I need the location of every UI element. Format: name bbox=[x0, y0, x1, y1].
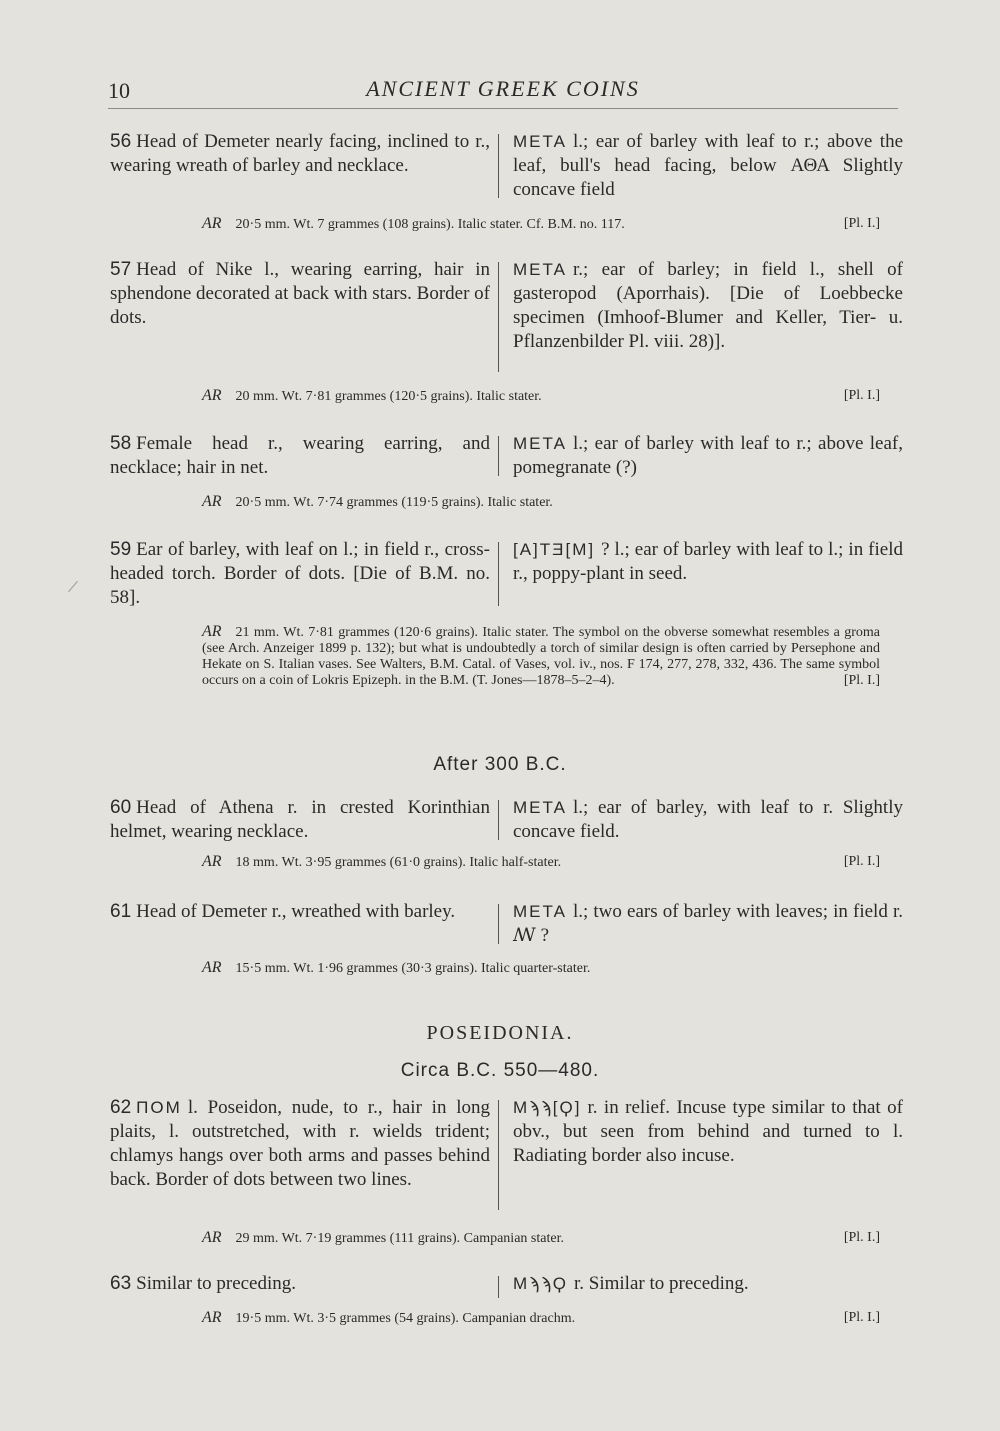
reverse-legend: META bbox=[513, 132, 567, 151]
entry-number: 57 bbox=[110, 259, 132, 280]
pencil-mark bbox=[68, 581, 78, 592]
obverse-description: 61 Head of Demeter r., wreathed with barley. bbox=[110, 901, 456, 922]
reverse-description: Μϡϡ[Ϙ] r. in relief. Incuse type similar to that of obv., but seen from behind and turned to l. Radiating border also incuse. bbox=[513, 1097, 903, 1166]
coin-metadata: [Pl. I.] AR 18 mm. Wt. 3·95 grammes (61·0 grains). Italic half-stater. bbox=[202, 853, 880, 870]
reverse-description: ΜϡϡϘ r. Similar to preceding. bbox=[513, 1273, 749, 1294]
obverse-description: 58 Female head r., wearing earring, and necklace; hair in net. bbox=[110, 433, 490, 478]
date-heading: Circa B.C. 550—480. bbox=[400, 1060, 600, 1081]
reverse-legend: META bbox=[513, 434, 567, 453]
obverse-description: 60 Head of Athena r. in crested Korinthian helmet, wearing necklace. bbox=[110, 797, 490, 842]
column-divider bbox=[498, 262, 499, 372]
obverse-legend: ΠΟΜ bbox=[136, 1098, 182, 1117]
column-divider bbox=[498, 542, 499, 606]
column-divider bbox=[498, 1100, 499, 1210]
plate-reference: [Pl. I.] bbox=[843, 854, 880, 869]
reverse-legend: [Α]ΤƎ[Μ] bbox=[513, 540, 596, 559]
obverse-description: 63 Similar to preceding. bbox=[110, 1273, 297, 1294]
entry-number: 61 bbox=[110, 901, 132, 922]
coin-metadata: [Pl. I.] AR 19·5 mm. Wt. 3·5 grammes (54 grains). Campanian drachm. bbox=[202, 1309, 880, 1326]
reverse-legend: ΜϡϡϘ bbox=[513, 1274, 568, 1293]
reverse-legend: META bbox=[513, 260, 567, 279]
metal-symbol: AR bbox=[202, 387, 222, 404]
plate-reference: [Pl. I.] bbox=[843, 388, 880, 403]
coin-entry-58 bbox=[110, 432, 903, 522]
plate-reference: [Pl. I.] bbox=[843, 1310, 880, 1325]
obverse-description: 57 Head of Nike l., wearing earring, hair in sphendone decorated at back with stars. Border of dots. bbox=[110, 259, 490, 328]
page-number: 10 bbox=[108, 78, 130, 103]
obverse-description: 62 ΠΟΜ l. Poseidon, nude, to r., hair in long plaits, l. outstretched, with r. wields trident; chlamys hangs over both arms and passes behind back. Border of dots between two lines. bbox=[110, 1097, 490, 1190]
page-header bbox=[108, 74, 898, 109]
metal-symbol: AR bbox=[202, 215, 222, 232]
coin-entry-59 bbox=[110, 538, 903, 738]
column-divider bbox=[498, 1276, 499, 1298]
coin-metadata: [Pl. I.] AR 29 mm. Wt. 7·19 grammes (111 grains). Campanian stater. bbox=[202, 1229, 880, 1246]
metal-symbol: AR bbox=[202, 853, 222, 870]
coin-metadata: AR 15·5 mm. Wt. 1·96 grammes (30·3 grains). Italic quarter-stater. bbox=[202, 959, 591, 976]
coin-entry-60 bbox=[110, 796, 903, 886]
reverse-description: META l.; ear of barley with leaf to r.; above leaf, pomegranate (?) bbox=[513, 433, 903, 478]
coin-entry-62 bbox=[110, 1096, 903, 1256]
entry-number: 59 bbox=[110, 539, 132, 560]
plate-reference: [Pl. I.] bbox=[843, 673, 880, 688]
entry-number: 60 bbox=[110, 797, 132, 818]
reverse-description: META r.; ear of barley; in field l., shell of gasteropod (Aporrhais). [Die of Loebbecke specimen (Imhoof-Blumer and Keller, Tier- u. Pflanzenbilder Pl. viii. 28)]. bbox=[513, 259, 903, 352]
column-divider bbox=[498, 904, 499, 944]
column-divider bbox=[498, 134, 499, 198]
coin-entry-56 bbox=[110, 130, 903, 240]
obverse-description: 59 Ear of barley, with leaf on l.; in field r., cross-headed torch. Border of dots. [Die of B.M. no. 58]. bbox=[110, 539, 490, 608]
reverse-legend: META bbox=[513, 902, 567, 921]
metal-symbol: AR bbox=[202, 1229, 222, 1246]
city-heading: POSEIDONIA. bbox=[426, 1022, 574, 1044]
entry-number: 62 bbox=[110, 1097, 132, 1118]
coin-metadata: AR 21 mm. Wt. 7·81 grammes (120·6 grains). Italic stater. The symbol on the obverse somewhat resembles a groma (see Arch. Anzeiger 1899 p. 132); but what is undoubtedly a torch of similar design is often carried by Persephone and Hekate on S. Italian vases. See Walters, B.M. Catal. of Vases, vol. iv., nos. F 174, 277, 278, 332, 436. The same symbol occurs on a coin of Lokris Epizeph. in the B.M. (T. Jones—1878–5–2–4). [Pl. I.] bbox=[202, 623, 880, 688]
section-heading: After 300 B.C. bbox=[433, 754, 567, 775]
coin-entry-63 bbox=[110, 1272, 900, 1342]
running-title: ANCIENT GREEK COINS bbox=[366, 76, 640, 101]
reverse-legend: META bbox=[513, 798, 567, 817]
obverse-description: 56 Head of Demeter nearly facing, inclined to r., wearing wreath of barley and necklace. bbox=[110, 131, 490, 176]
entry-number: 56 bbox=[110, 131, 132, 152]
metal-symbol: AR bbox=[202, 623, 222, 640]
coin-entry-57 bbox=[110, 258, 903, 408]
entry-number: 58 bbox=[110, 433, 132, 454]
reverse-description: META l.; ear of barley, with leaf to r. Slightly concave field. bbox=[513, 797, 903, 842]
metal-symbol: AR bbox=[202, 493, 222, 510]
reverse-description: META l.; two ears of barley with leaves; in field r. ꟿ ? bbox=[513, 901, 903, 946]
metal-symbol: AR bbox=[202, 959, 222, 976]
reverse-description: META l.; ear of barley with leaf to r.; above the leaf, bull's head facing, below ΑΘΑ Slightly concave field bbox=[513, 131, 903, 200]
metal-symbol: AR bbox=[202, 1309, 222, 1326]
coin-metadata: AR 20·5 mm. Wt. 7·74 grammes (119·5 grains). Italic stater. bbox=[202, 493, 553, 510]
plate-reference: [Pl. I.] bbox=[843, 216, 880, 231]
plate-reference: [Pl. I.] bbox=[843, 1230, 880, 1245]
coin-metadata: [Pl. I.] AR 20 mm. Wt. 7·81 grammes (120·5 grains). Italic stater. bbox=[202, 387, 880, 404]
coin-metadata: [Pl. I.] AR 20·5 mm. Wt. 7 grammes (108 grains). Italic stater. Cf. B.M. no. 117. bbox=[202, 215, 880, 232]
reverse-legend: Μϡϡ[Ϙ] bbox=[513, 1098, 582, 1117]
entry-number: 63 bbox=[110, 1273, 132, 1294]
coin-entry-61 bbox=[110, 900, 903, 980]
column-divider bbox=[498, 436, 499, 476]
reverse-description: [Α]ΤƎ[Μ] ? l.; ear of barley with leaf to l.; in field r., poppy-plant in seed. bbox=[513, 539, 903, 584]
column-divider bbox=[498, 800, 499, 840]
